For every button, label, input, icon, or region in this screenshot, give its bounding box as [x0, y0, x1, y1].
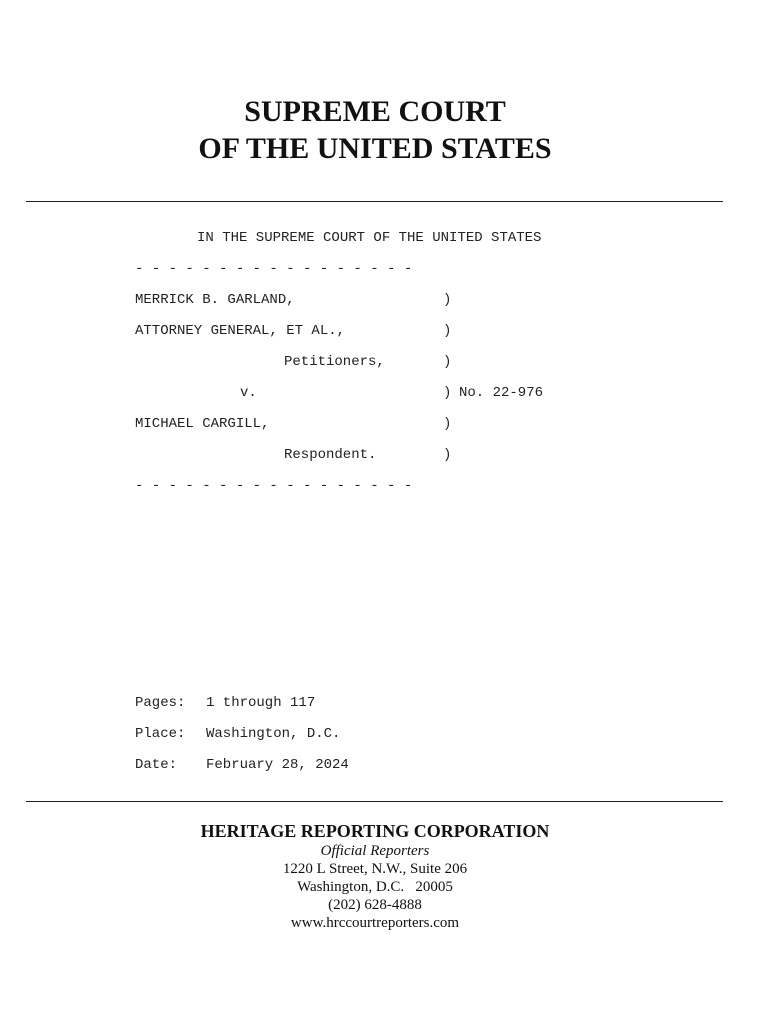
place-value: Washington, D.C.: [206, 726, 341, 742]
reporter-footer: [0, 820, 750, 932]
company-name: HERITAGE REPORTING CORPORATION: [200, 821, 550, 841]
caption-paren: ): [443, 447, 452, 463]
top-divider: [26, 201, 723, 202]
title-line-1: SUPREME COURT: [244, 95, 506, 128]
company-website: www.hrccourtreporters.com: [290, 915, 460, 931]
pages-value: 1 through 117: [206, 695, 316, 711]
place-label: Place:: [135, 726, 186, 742]
caption-paren: ): [443, 292, 452, 308]
caption-dashes-bottom: - - - - - - - - - - - - - - - - -: [135, 478, 413, 494]
company-address: 1220 L Street, N.W., Suite 206: [282, 861, 468, 877]
title-line-2: OF THE UNITED STATES: [198, 132, 552, 165]
document-title: [0, 93, 750, 167]
company-city: Washington, D.C. 20005: [297, 879, 453, 895]
caption-paren: ): [443, 354, 452, 370]
company-subtitle: Official Reporters: [320, 843, 430, 859]
petitioners-label: Petitioners,: [284, 354, 385, 370]
date-value: February 28, 2024: [206, 757, 349, 773]
caption-dashes-top: - - - - - - - - - - - - - - - - -: [135, 261, 413, 277]
petitioner-title: ATTORNEY GENERAL, ET AL.,: [135, 323, 346, 339]
respondent-label: Respondent.: [284, 447, 377, 463]
respondent-name: MICHAEL CARGILL,: [135, 416, 270, 432]
bottom-divider: [26, 801, 723, 802]
court-line: IN THE SUPREME COURT OF THE UNITED STATES: [197, 230, 542, 246]
case-number: No. 22-976: [459, 385, 544, 401]
caption-paren: ): [443, 323, 452, 339]
caption-paren: ): [443, 385, 452, 401]
versus: v.: [240, 385, 257, 401]
petitioner-name: MERRICK B. GARLAND,: [135, 292, 295, 308]
company-phone: (202) 628-4888: [328, 897, 422, 913]
pages-label: Pages:: [135, 695, 186, 711]
caption-paren: ): [443, 416, 452, 432]
date-label: Date:: [135, 757, 178, 773]
